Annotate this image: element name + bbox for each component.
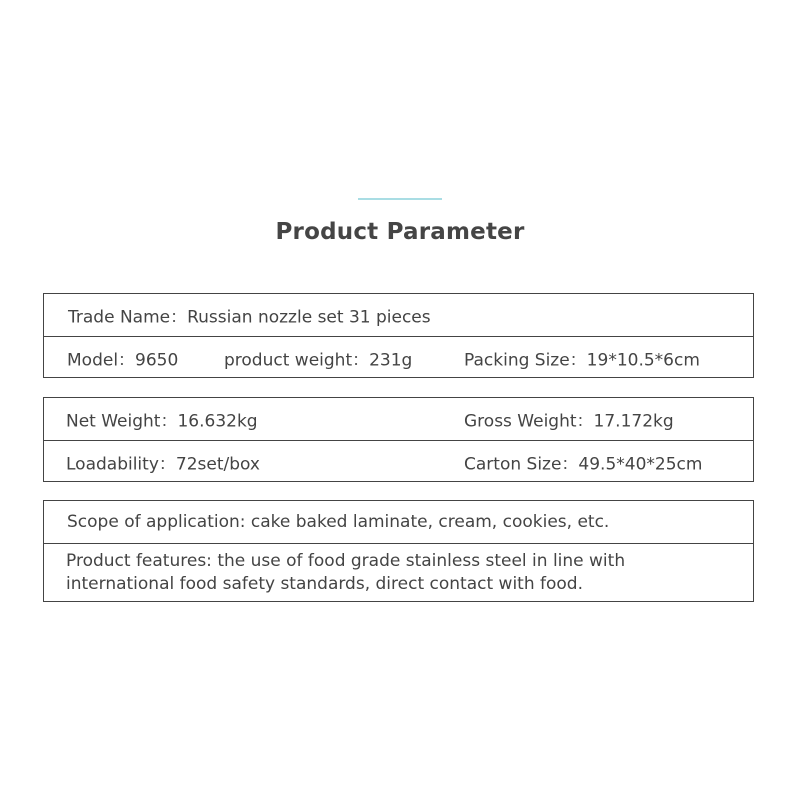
- product-weight-text: product weight：231g: [224, 350, 413, 370]
- trade-name-row: [44, 294, 753, 336]
- features-line-2: international food safety standards, direct contact with food.: [66, 574, 583, 594]
- carton-row: [44, 440, 753, 482]
- description-table: [43, 500, 754, 602]
- loadability-text: Loadability：72set/box: [66, 454, 260, 474]
- basic-info-table: [43, 293, 754, 378]
- page-title: Product Parameter: [275, 219, 525, 245]
- scope-row: [44, 501, 753, 543]
- model-row: [44, 336, 753, 378]
- title-accent-line: [358, 198, 442, 200]
- scope-text: Scope of application: cake baked laminate, cream, cookies, etc.: [67, 512, 610, 532]
- carton-size-text: Carton Size：49.5*40*25cm: [464, 454, 703, 474]
- features-line-1: Product features: the use of food grade stainless steel in line with: [66, 551, 626, 571]
- features-row: [44, 543, 753, 601]
- shipping-info-table: [43, 397, 754, 482]
- trade-name-text: Trade Name：Russian nozzle set 31 pieces: [68, 307, 431, 328]
- packing-size-text: Packing Size：19*10.5*6cm: [464, 350, 700, 370]
- model-text: Model：9650: [67, 350, 179, 370]
- net-weight-text: Net Weight：16.632kg: [66, 411, 258, 432]
- gross-weight-text: Gross Weight：17.172kg: [464, 411, 674, 432]
- weight-row: [44, 398, 753, 440]
- features-text: [66, 550, 726, 596]
